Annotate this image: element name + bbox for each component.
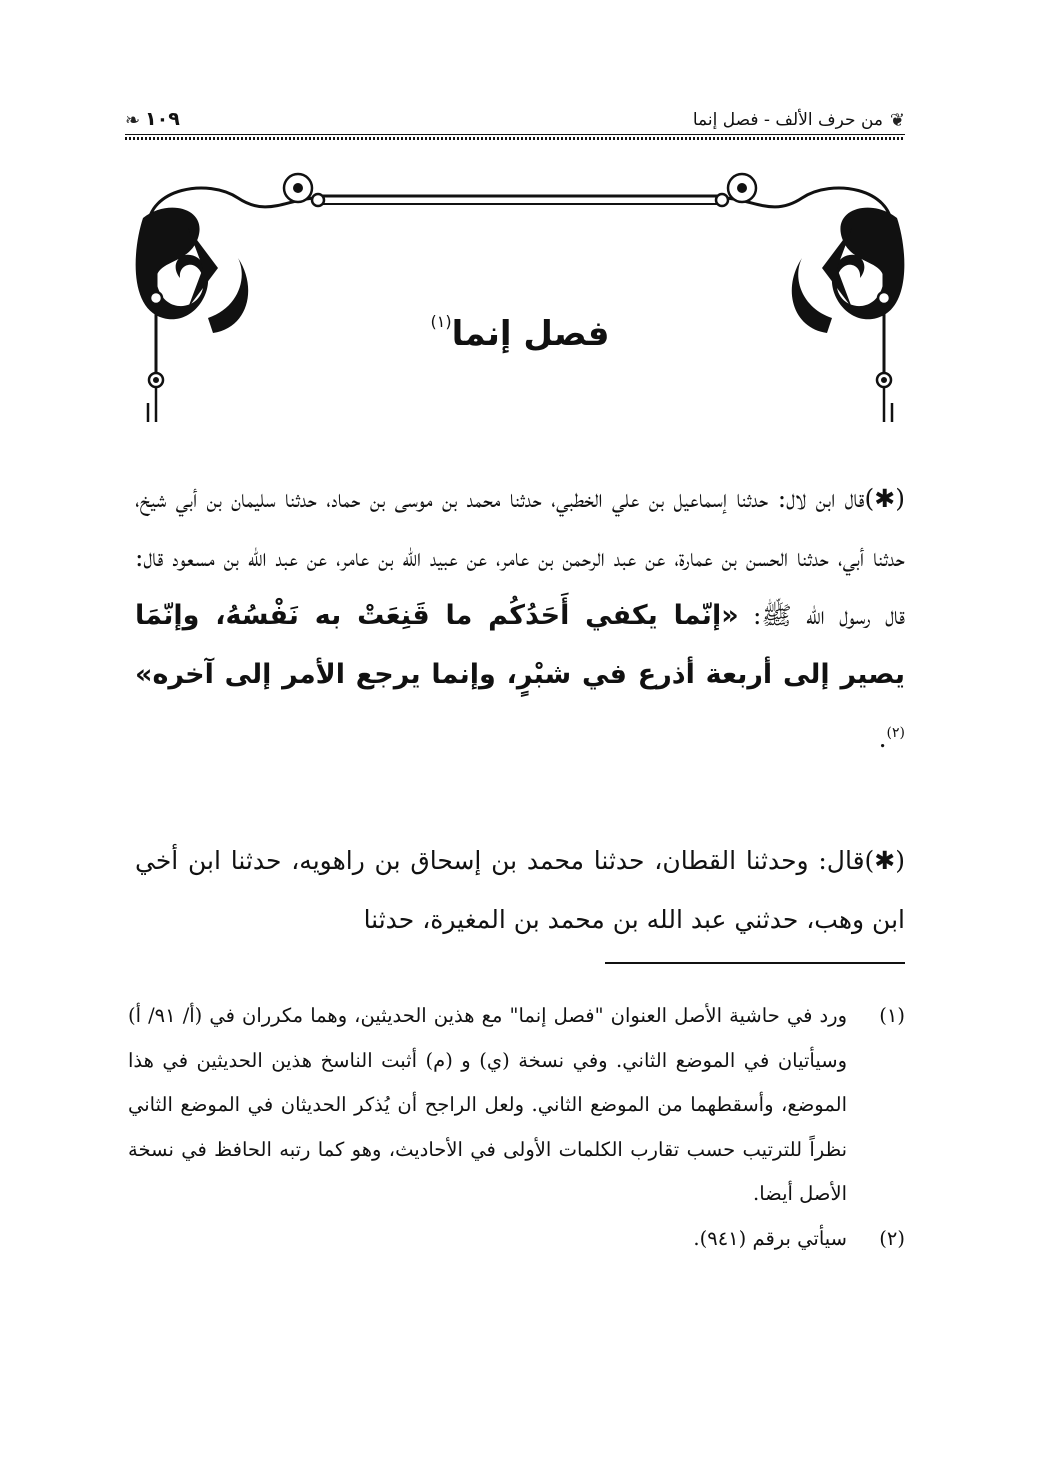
hadith-paragraph-1 — [135, 470, 905, 769]
header-rule — [125, 134, 905, 135]
chapter-title — [0, 312, 1040, 354]
footnote-2 — [128, 1217, 905, 1262]
footnote-text: سيأتي برقم (٩٤١). — [693, 1226, 847, 1250]
isnad-text: (✱)قال: وحدثنا القطان، حدثنا محمد بن إسحاق بن راهويه، حدثنا ابن أخي ابن وهب، حدثني عبد الله بن محمد بن المغيرة، حدثنا — [135, 846, 905, 934]
footnote-ref-1: (١) — [430, 312, 452, 331]
header-flourish-icon: ❧ — [125, 110, 141, 131]
footnote-text: ورد في حاشية الأصل العنوان "فصل إنما" مع هذين الحديثين، وهما مكرران في (أ/ ٩١/ أ) وسيأتيان في الموضع الثاني. وفي نسخة (ي) و (م) أثبت الناسخ هذين الحديثين في هذا الموضع، وأسقطهما من الموضع الثاني. ولعل الراجح أن يُذكر الحديثان في الموضع الثاني نظراً للترتيب حسب تقارب الكلمات الأولى في الأحاديث، وهو كما رتبه الحافظ في نسخة الأصل أيضا. — [128, 1004, 847, 1206]
footnotes — [128, 994, 905, 1262]
footnote-number: (٢) — [879, 1226, 905, 1250]
running-header — [125, 108, 905, 142]
running-title: من حرف الألف - فصل إنما — [692, 110, 883, 130]
chapter-frame-ornament — [128, 168, 912, 422]
header-dotted-rule — [125, 137, 905, 140]
footnote-ref-2: (٢) — [886, 725, 905, 742]
header-flourish-icon: ❦ — [889, 110, 905, 131]
hadith-paragraph-2 — [135, 832, 905, 949]
isnad-text: (✱)قال ابن لال: حدثنا إسماعيل بن علي الخطبي، حدثنا محمد بن موسى بن حماد، حدثنا سليمان بن أبي شيخ، حدثنا أبي، حدثنا الحسن بن عمارة، عن عبد الرحمن بن عامر، عن عبيد الله بن عامر، عن عبد الله بن مسعود قال: قال رسول الله ﷺ: — [135, 484, 906, 631]
paragraph-end: . — [878, 724, 887, 754]
footnote-number: (١) — [879, 1004, 905, 1027]
page-number: ١٠٩ — [145, 108, 180, 130]
footnote-separator — [605, 962, 905, 964]
footnote-1 — [128, 994, 905, 1217]
chapter-title-text: فصل إنما — [451, 314, 610, 354]
hadith-matn: «إنّما يكفي أَحَدُكُم ما قَنِعَتْ به نَفْسُهُ، وإنّمَا يصير إلى أربعة أذرع في شبْرٍ، وإنما يرجع الأمر إلى آخره» — [135, 600, 905, 690]
